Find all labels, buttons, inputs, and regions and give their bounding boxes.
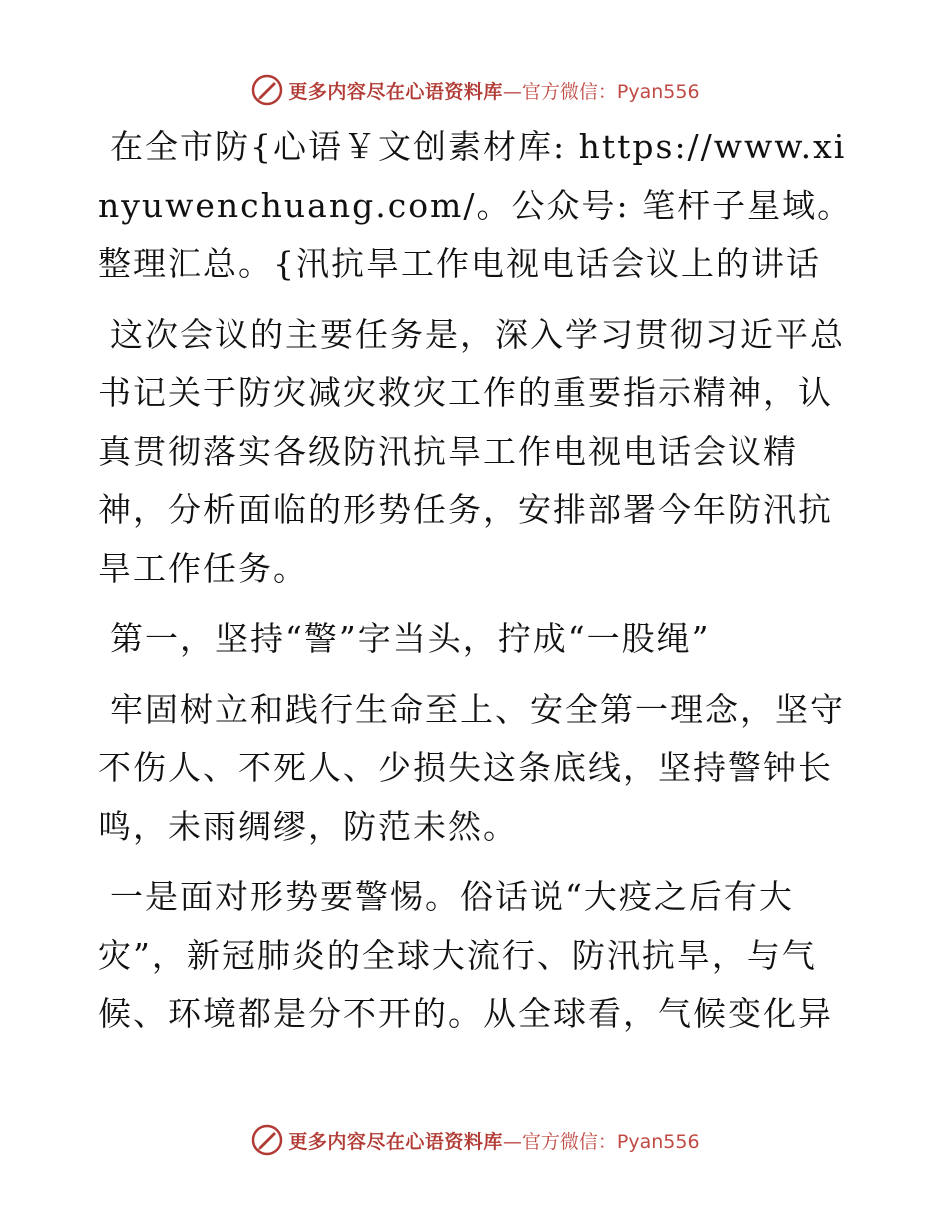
paragraph-principle: 牢固树立和践行生命至上、安全第一理念，坚守不伤人、不死人、少损失这条底线，坚持警钟长鸣，未雨绸缪，防范未然。 bbox=[98, 689, 845, 846]
footer-brand-text: 更多内容尽在心语资料库 bbox=[288, 1130, 503, 1153]
header-watermark bbox=[0, 70, 950, 110]
section-heading: 第一，坚持“警”字当头，拧成“一股绳” bbox=[110, 619, 711, 658]
paragraph-title: 在全市防{心语￥文创素材库: https://www.xinyuwenchuang.com/。公众号: 笔杆子星域。整理汇总。{汛抗旱工作电视电话会议上的讲话 bbox=[98, 127, 853, 283]
document-body bbox=[98, 118, 858, 1056]
footer-watermark bbox=[0, 1120, 950, 1160]
paragraph-vigilance: 一是面对形势要警惕。俗话说“大疫之后有大灾”，新冠肺炎的全球大流行、防汛抗旱，与气候、环境都是分不开的。从全球看，气候变化异 bbox=[98, 877, 833, 1033]
header-wechat-text: —官方微信：Pyan556 bbox=[502, 80, 700, 103]
footer-wechat-text: —官方微信：Pyan556 bbox=[502, 1130, 700, 1153]
quill-seal-icon bbox=[250, 1123, 284, 1157]
quill-seal-icon bbox=[250, 73, 284, 107]
header-brand-text: 更多内容尽在心语资料库 bbox=[288, 80, 503, 103]
paragraph-intro: 这次会议的主要任务是，深入学习贯彻习近平总书记关于防灾减灾救灾工作的重要指示精神，认真贯彻落实各级防汛抗旱工作电视电话会议精神，分析面临的形势任务，安排部署今年防汛抗旱工作任务。 bbox=[98, 314, 845, 588]
